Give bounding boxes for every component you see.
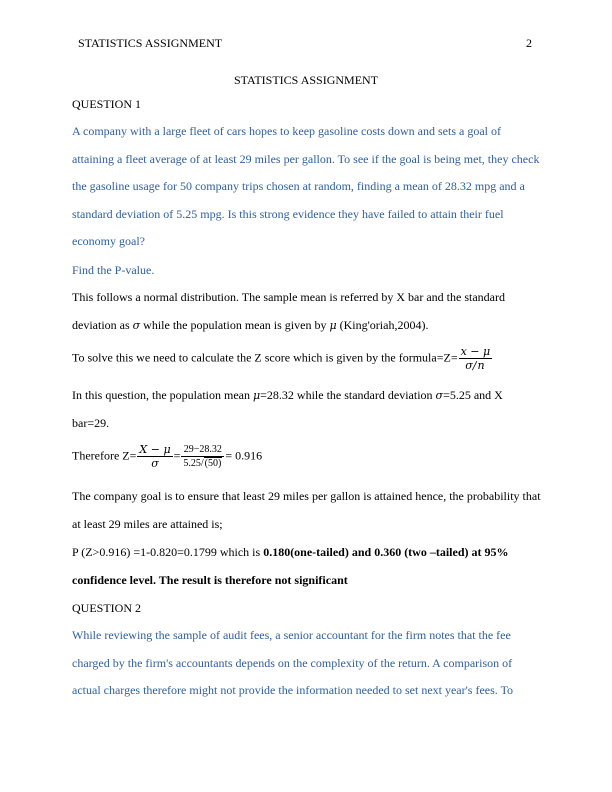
question-2-prompt: While reviewing the sample of audit fees, a senior accountant for the firm notes that the fee charged by the firm's accountants depends on the complexity of the return. A comparison of actual charges therefore might not provide the information needed to set next year's fees. To (72, 628, 514, 697)
answer-paragraph-3: In this question, the population mean μ=28.32 while the standard deviation σ=5.25 and X bar=29. (72, 388, 503, 430)
answer-paragraph-5: The company goal is to ensure that least 29 miles per gallon is attained hence, the probability that at least 29 miles are attained is; (72, 489, 541, 531)
running-header-title: STATISTICS ASSIGNMENT (78, 36, 223, 50)
z-fraction-symbolic: $\frac{X - \mu}{\sigma}$ (139, 443, 171, 470)
answer-paragraph-1: This follows a normal distribution. The sample mean is referred by X bar and the standard deviation as σ while the population mean is given by μ (King'oriah,2004). (72, 290, 505, 332)
question-1-task: Find the P-value. (72, 263, 155, 277)
z-score-formula: $\frac{x - \mu}{\sigma/n}$ (460, 345, 491, 372)
answer-paragraph-6: P (Z>0.916) =1-0.820=0.1799 which is 0.180(one-tailed) and 0.360 (two –tailed) at 95% confidence level. The result is therefore not significant (72, 545, 509, 587)
document-title: STATISTICS ASSIGNMENT (233, 73, 379, 87)
sigma-symbol: σ (132, 318, 141, 332)
mu-symbol: μ (329, 318, 337, 332)
answer-conclusion: 0.180(one-tailed) and 0.360 (two –tailed) at 95% confidence level. The result is therefore not significant (72, 545, 509, 587)
z-score-formula-line: To solve this we need to calculate the Z score which is given by the formula=Z= $\frac{x - \mu}{\sigma/n}$ (72, 345, 491, 372)
question-1-heading: QUESTION 1 (72, 97, 141, 111)
z-calculation-line: Therefore Z= $\frac{X - \mu}{\sigma}$ = $\frac{29-28.32}{5.25/(50)}$ = 0.916 (72, 443, 263, 470)
page-number: 2 (526, 36, 532, 50)
question-2-heading: QUESTION 2 (72, 601, 141, 615)
question-1-prompt: A company with a large fleet of cars hopes to keep gasoline costs down and sets a goal of attaining a fleet average of at least 29 miles per gallon. To see if the goal is being met, they check the gasoline usage for 50 company trips chosen at random, finding a mean of 28.32 mpg and a standard deviation of 5.25 mpg. Is this strong evidence they have failed to attain their fuel economy goal? (72, 124, 540, 248)
z-fraction-numeric: $\frac{29-28.32}{5.25/(50)}$ (181, 443, 224, 470)
